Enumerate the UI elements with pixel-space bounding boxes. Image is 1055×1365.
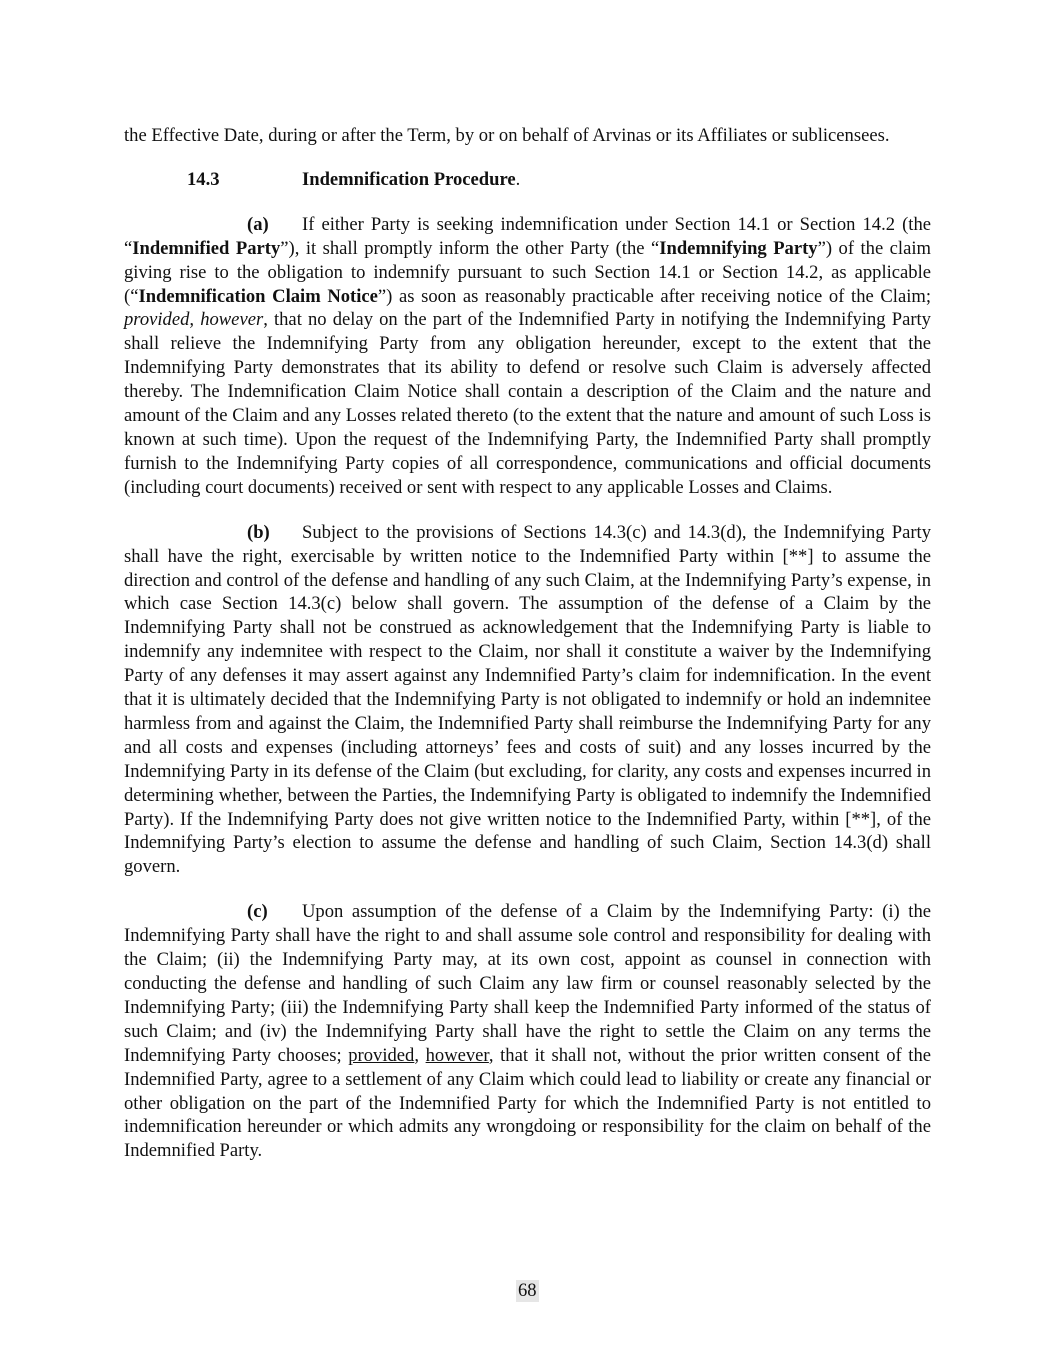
- paragraph-c-label: (c): [247, 901, 268, 923]
- paragraph-b-text: Subject to the provisions of Sections 14.3(c) and 14.3(d), the Indemnifying Party shall have the right, exercisable by written notice to the Indemnified Party within [**] to assume the direction and control of the defense and handling of any such Claim, at the Indemnifying Party’s expense, in which case Section 14.3(c) below shall govern. The assumption of the defense of a Claim by the Indemnifying Party shall not be construed as acknowledgement that the Indemnifying Party is liable to indemnify any indemnitee with respect to the Claim, nor shall it constitute a waiver by the Indemnifying Party of any defenses it may assert against any Indemnified Party’s claim for indemnification. In the event that it is ultimately decided that the Indemnifying Party is not obligated to indemnify or hold an indemnitee harmless from and against the Claim, the Indemnified Party shall reimburse the Indemnifying Party for any and all costs and expenses (including attorneys’ fees and costs of suit) and any losses incurred by the Indemnifying Party in its defense of the Claim (but excluding, for clarity, any costs and expenses incurred in determining whether, between the Parties, the Indemnifying Party is obligated to indemnify the Indemnified Party). If the Indemnifying Party does not give written notice to the Indemnified Party, within [**], of the Indemnifying Party’s election to assume the defense and handling of such Claim, Section 14.3(d) shall govern.: [124, 521, 931, 878]
- paragraph-c-text: Upon assumption of the defense of a Claim by the Indemnifying Party: (i) the Indemnifying Party shall have the right to and shall assume sole control and responsibility for dealing with the Claim; (ii) the Indemnifying Party may, at its own cost, appoint as counsel in connection with conducting the defense and handling of such Claim any law firm or counsel reasonably selected by the Indemnifying Party; (iii) the Indemnifying Party shall keep the Indemnified Party informed of the status of such Claim; and (iv) the Indemnifying Party shall have the right to settle the Claim on any terms the Indemnifying Party chooses;: [124, 901, 931, 1066]
- proviso-italic: provided, however: [124, 309, 264, 331]
- proviso-underlined: however: [425, 1044, 489, 1066]
- paragraph-c: [124, 900, 931, 1163]
- paragraph-b: [124, 521, 931, 880]
- section-heading: [187, 168, 931, 192]
- defined-term-claim-notice: Indemnification Claim Notice: [138, 285, 378, 307]
- paragraph-c-text: , that it shall not, without the prior written consent of the Indemnified Party, agree to a settlement of any Claim which could lead to liability or create any financial or other obligation on the part of the Indemnified Party for which the Indemnified Party is not entitled to indemnification hereunder or which admits any wrongdoing or responsibility for the claim on behalf of the Indemnified Party.: [124, 1044, 931, 1162]
- paragraph-a-text: ”) of the claim giving rise to the obligation to indemnify pursuant to such Section 14.1 or Section 14.2, as applicable (“: [124, 237, 931, 307]
- intro-text: the Effective Date, during or after the Term, by or on behalf of Arvinas or its Affiliates or sublicensees.: [124, 125, 890, 146]
- paragraph-c-text: ,: [414, 1044, 426, 1066]
- paragraph-a-label: (a): [247, 213, 269, 235]
- paragraph-a-text: If either Party is seeking indemnification under Section 14.1 or Section 14.2 (the “: [124, 213, 931, 259]
- section-title: Indemnification Procedure: [302, 168, 516, 190]
- paragraph-a-text: , that no delay on the part of the Indemnified Party in notifying the Indemnifying Party shall relieve the Indemnifying Party from any obligation hereunder, except to the extent that the Indemnifying Party demonstrates that its ability to defend or resolve such Claim is adversely affected thereby. The Indemnification Claim Notice shall contain a description of the Claim and the nature and amount of the Claim and any Losses related thereto (to the extent that the nature and amount of such Loss is known at such time). Upon the request of the Indemnifying Party, the Indemnified Party shall promptly furnish to the Indemnifying Party copies of all correspondence, communications and official documents (including court documents) received or sent with respect to any applicable Losses and Claims.: [124, 309, 931, 498]
- paragraph-a: [124, 213, 931, 500]
- document-page: [124, 124, 931, 1163]
- section-number: 14.3: [187, 168, 220, 190]
- defined-term-indemnifying-party: Indemnifying Party: [659, 237, 818, 259]
- proviso-underlined: provided: [348, 1044, 415, 1066]
- defined-term-indemnified-party: Indemnified Party: [132, 237, 281, 259]
- section-title-suffix: .: [515, 168, 521, 190]
- paragraph-a-text: ”) as soon as reasonably practicable after receiving notice of the Claim;: [377, 285, 931, 307]
- paragraph-a-text: ”), it shall promptly inform the other Party (the “: [280, 237, 660, 259]
- page-number: 68: [518, 1280, 537, 1301]
- paragraph-b-label: (b): [247, 521, 270, 543]
- intro-paragraph: [124, 124, 931, 148]
